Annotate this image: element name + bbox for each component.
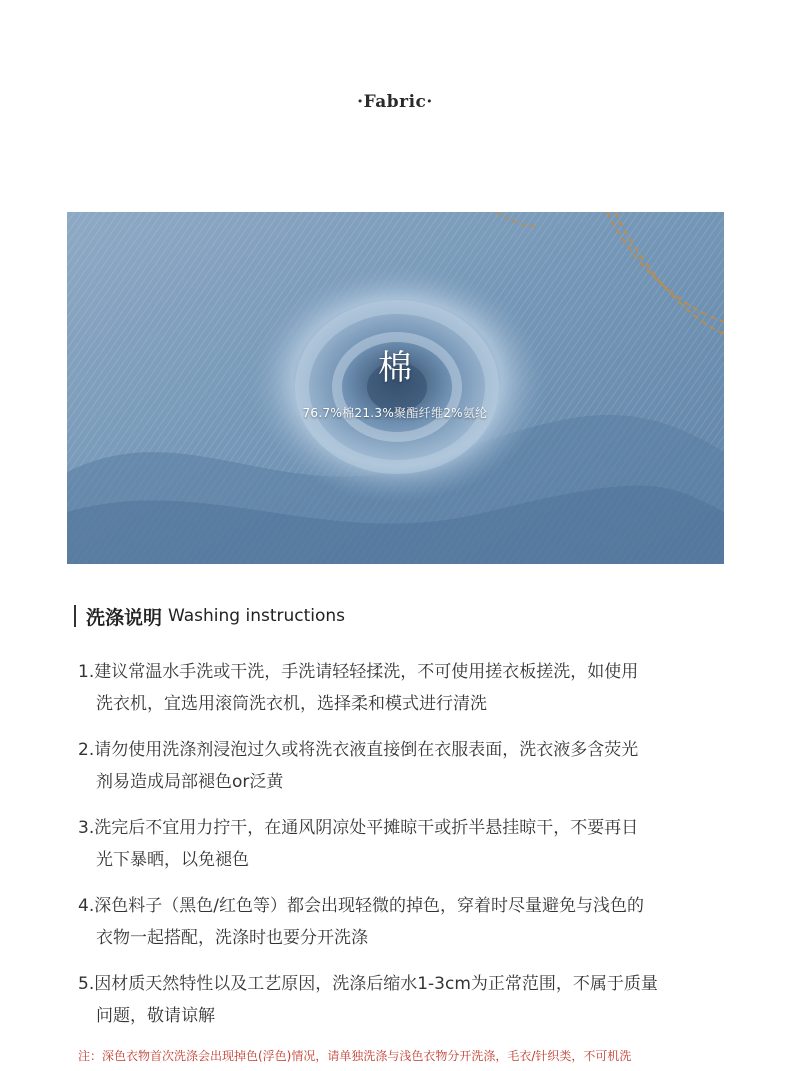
instruction-line: 衣物一起搭配，洗涤时也要分开洗涤: [96, 928, 368, 948]
instruction-line: 洗衣机，宜选用滚筒洗衣机，选择柔和模式进行清洗: [96, 694, 487, 714]
heading-cn: 洗涤说明: [86, 606, 163, 629]
instruction-item: [78, 656, 728, 720]
instruction-line: 1.建议常温水手洗或干洗，手洗请轻轻揉洗，不可使用搓衣板搓洗，如使用: [78, 662, 639, 682]
fabric-composition: 76.7%棉21.3%聚酯纤维2%氨纶: [302, 406, 488, 420]
instruction-line: 光下暴晒，以免褪色: [96, 850, 249, 870]
page-title: ·Fabric·: [357, 92, 433, 112]
instruction-line: 3.洗完后不宜用力拧干，在通风阴凉处平摊晾干或折半悬挂晾干，不要再日: [78, 818, 639, 838]
instruction-line: 2.请勿使用洗涤剂浸泡过久或将洗衣液直接倒在衣服表面，洗衣液多含荧光: [78, 740, 639, 760]
heading-en: Washing instructions: [168, 606, 346, 626]
heading-accent-bar: [74, 605, 76, 627]
instruction-item: [78, 968, 728, 1032]
instruction-line: 4.深色料子（黑色/红色等）都会出现轻微的掉色，穿着时尽量避免与浅色的: [78, 896, 644, 916]
instruction-list: [78, 656, 728, 1032]
instruction-line: 5.因材质天然特性以及工艺原因，洗涤后缩水1-3cm为正常范围，不属于质量: [78, 974, 658, 994]
washing-note: 注：深色衣物首次洗涤会出现掉色(浮色)情况，请单独洗涤与浅色衣物分开洗涤，毛衣/针织类，不可机洗: [78, 1049, 632, 1063]
instruction-item: [78, 734, 728, 798]
instruction-line: 问题，敬请谅解: [96, 1006, 215, 1026]
instruction-item: [78, 890, 728, 954]
fabric-material-char: 棉: [378, 348, 412, 388]
instruction-item: [78, 812, 728, 876]
washing-section-heading: [74, 603, 345, 629]
instruction-line: 剂易造成局部褪色or泛黄: [96, 772, 284, 792]
